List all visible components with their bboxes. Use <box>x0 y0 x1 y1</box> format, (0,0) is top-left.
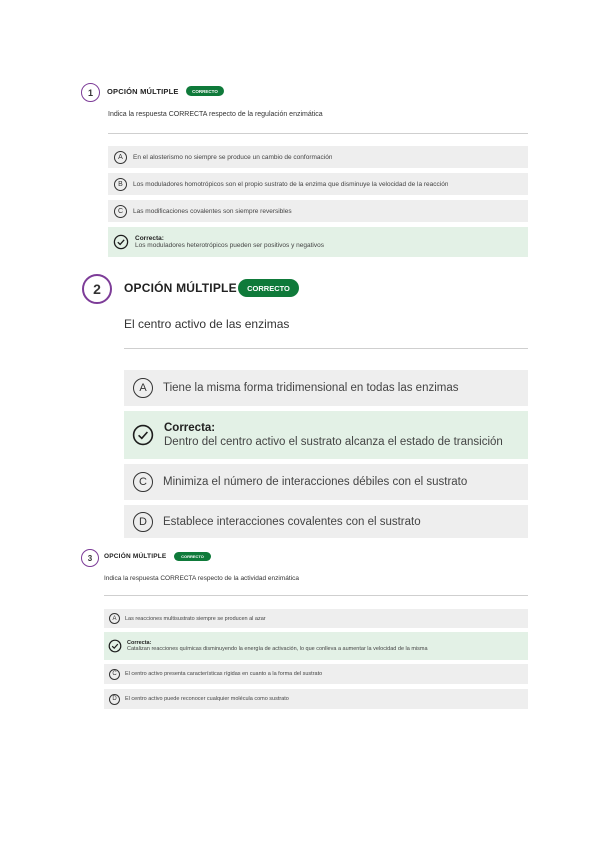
option-text: Los moduladores heterotrópicos pueden ser positivos y negativos <box>135 242 324 249</box>
check-circle-icon <box>132 424 154 446</box>
question-prompt: Indica la respuesta CORRECTA respecto de la regulación enzimática <box>108 111 323 118</box>
option-a[interactable] <box>108 146 528 168</box>
option-c[interactable] <box>124 464 528 500</box>
question-type: OPCIÓN MÚLTIPLE <box>104 553 167 560</box>
question-prompt: El centro activo de las enzimas <box>124 317 290 331</box>
correct-label: Correcta: <box>135 235 164 242</box>
option-c[interactable] <box>104 664 528 684</box>
option-text: Catalizan reacciones químicas disminuyendo la energía de activación, lo que conlleva a aumentar la velocidad de la misma <box>127 646 428 652</box>
option-d[interactable] <box>104 689 528 709</box>
option-letter: C <box>133 472 153 492</box>
divider <box>124 348 528 349</box>
option-letter: C <box>109 669 120 680</box>
option-text: Las reacciones multisustrato siempre se producen al azar <box>125 615 266 622</box>
check-circle-icon <box>113 234 129 250</box>
correct-label: Correcta: <box>164 422 216 434</box>
correct-label: Correcta: <box>127 640 152 646</box>
option-letter: D <box>109 694 120 705</box>
question-number: 2 <box>82 274 112 304</box>
question-type: OPCIÓN MÚLTIPLE <box>107 87 179 96</box>
option-letter: A <box>114 151 127 164</box>
option-text: En el alosterismo no siempre se produce un cambio de conformación <box>133 153 333 161</box>
check-circle-icon <box>108 639 122 653</box>
option-text: El centro activo puede reconocer cualquier molécula como sustrato <box>125 696 289 702</box>
status-badge: CORRECTO <box>174 552 211 561</box>
option-text: Tiene la misma forma tridimensional en todas las enzimas <box>163 382 459 394</box>
divider <box>104 595 528 596</box>
question-number: 1 <box>81 83 100 102</box>
status-badge: CORRECTO <box>186 86 224 96</box>
option-letter: B <box>114 178 127 191</box>
option-letter: A <box>133 378 153 398</box>
option-letter: C <box>114 205 127 218</box>
option-text: Dentro del centro activo el sustrato alcanza el estado de transición <box>164 436 503 448</box>
option-text: Establece interacciones covalentes con el sustrato <box>163 515 421 528</box>
option-correct[interactable] <box>104 632 528 660</box>
option-a[interactable] <box>124 370 528 406</box>
option-b[interactable] <box>108 173 528 195</box>
option-correct[interactable] <box>108 227 528 257</box>
option-a[interactable] <box>104 609 528 628</box>
option-letter: D <box>133 512 153 532</box>
question-number: 3 <box>81 549 99 567</box>
option-text: El centro activo presenta características rígidas en cuanto a la forma del sustrato <box>125 671 323 677</box>
option-c[interactable] <box>108 200 528 222</box>
divider <box>108 133 528 134</box>
question-prompt: Indica la respuesta CORRECTA respecto de la actividad enzimática <box>104 575 299 582</box>
option-text: Los moduladores homotrópicos son el propio sustrato de la enzima que disminuye la velocidad de la reacción <box>133 180 449 188</box>
option-correct[interactable] <box>124 411 528 459</box>
option-letter: A <box>109 613 120 624</box>
status-badge: CORRECTO <box>238 279 299 297</box>
option-text: Minimiza el número de interacciones débiles con el sustrato <box>163 476 468 488</box>
option-text: Las modificaciones covalentes son siempre reversibles <box>133 207 292 215</box>
question-type: OPCIÓN MÚLTIPLE <box>124 281 237 295</box>
option-d[interactable] <box>124 505 528 538</box>
